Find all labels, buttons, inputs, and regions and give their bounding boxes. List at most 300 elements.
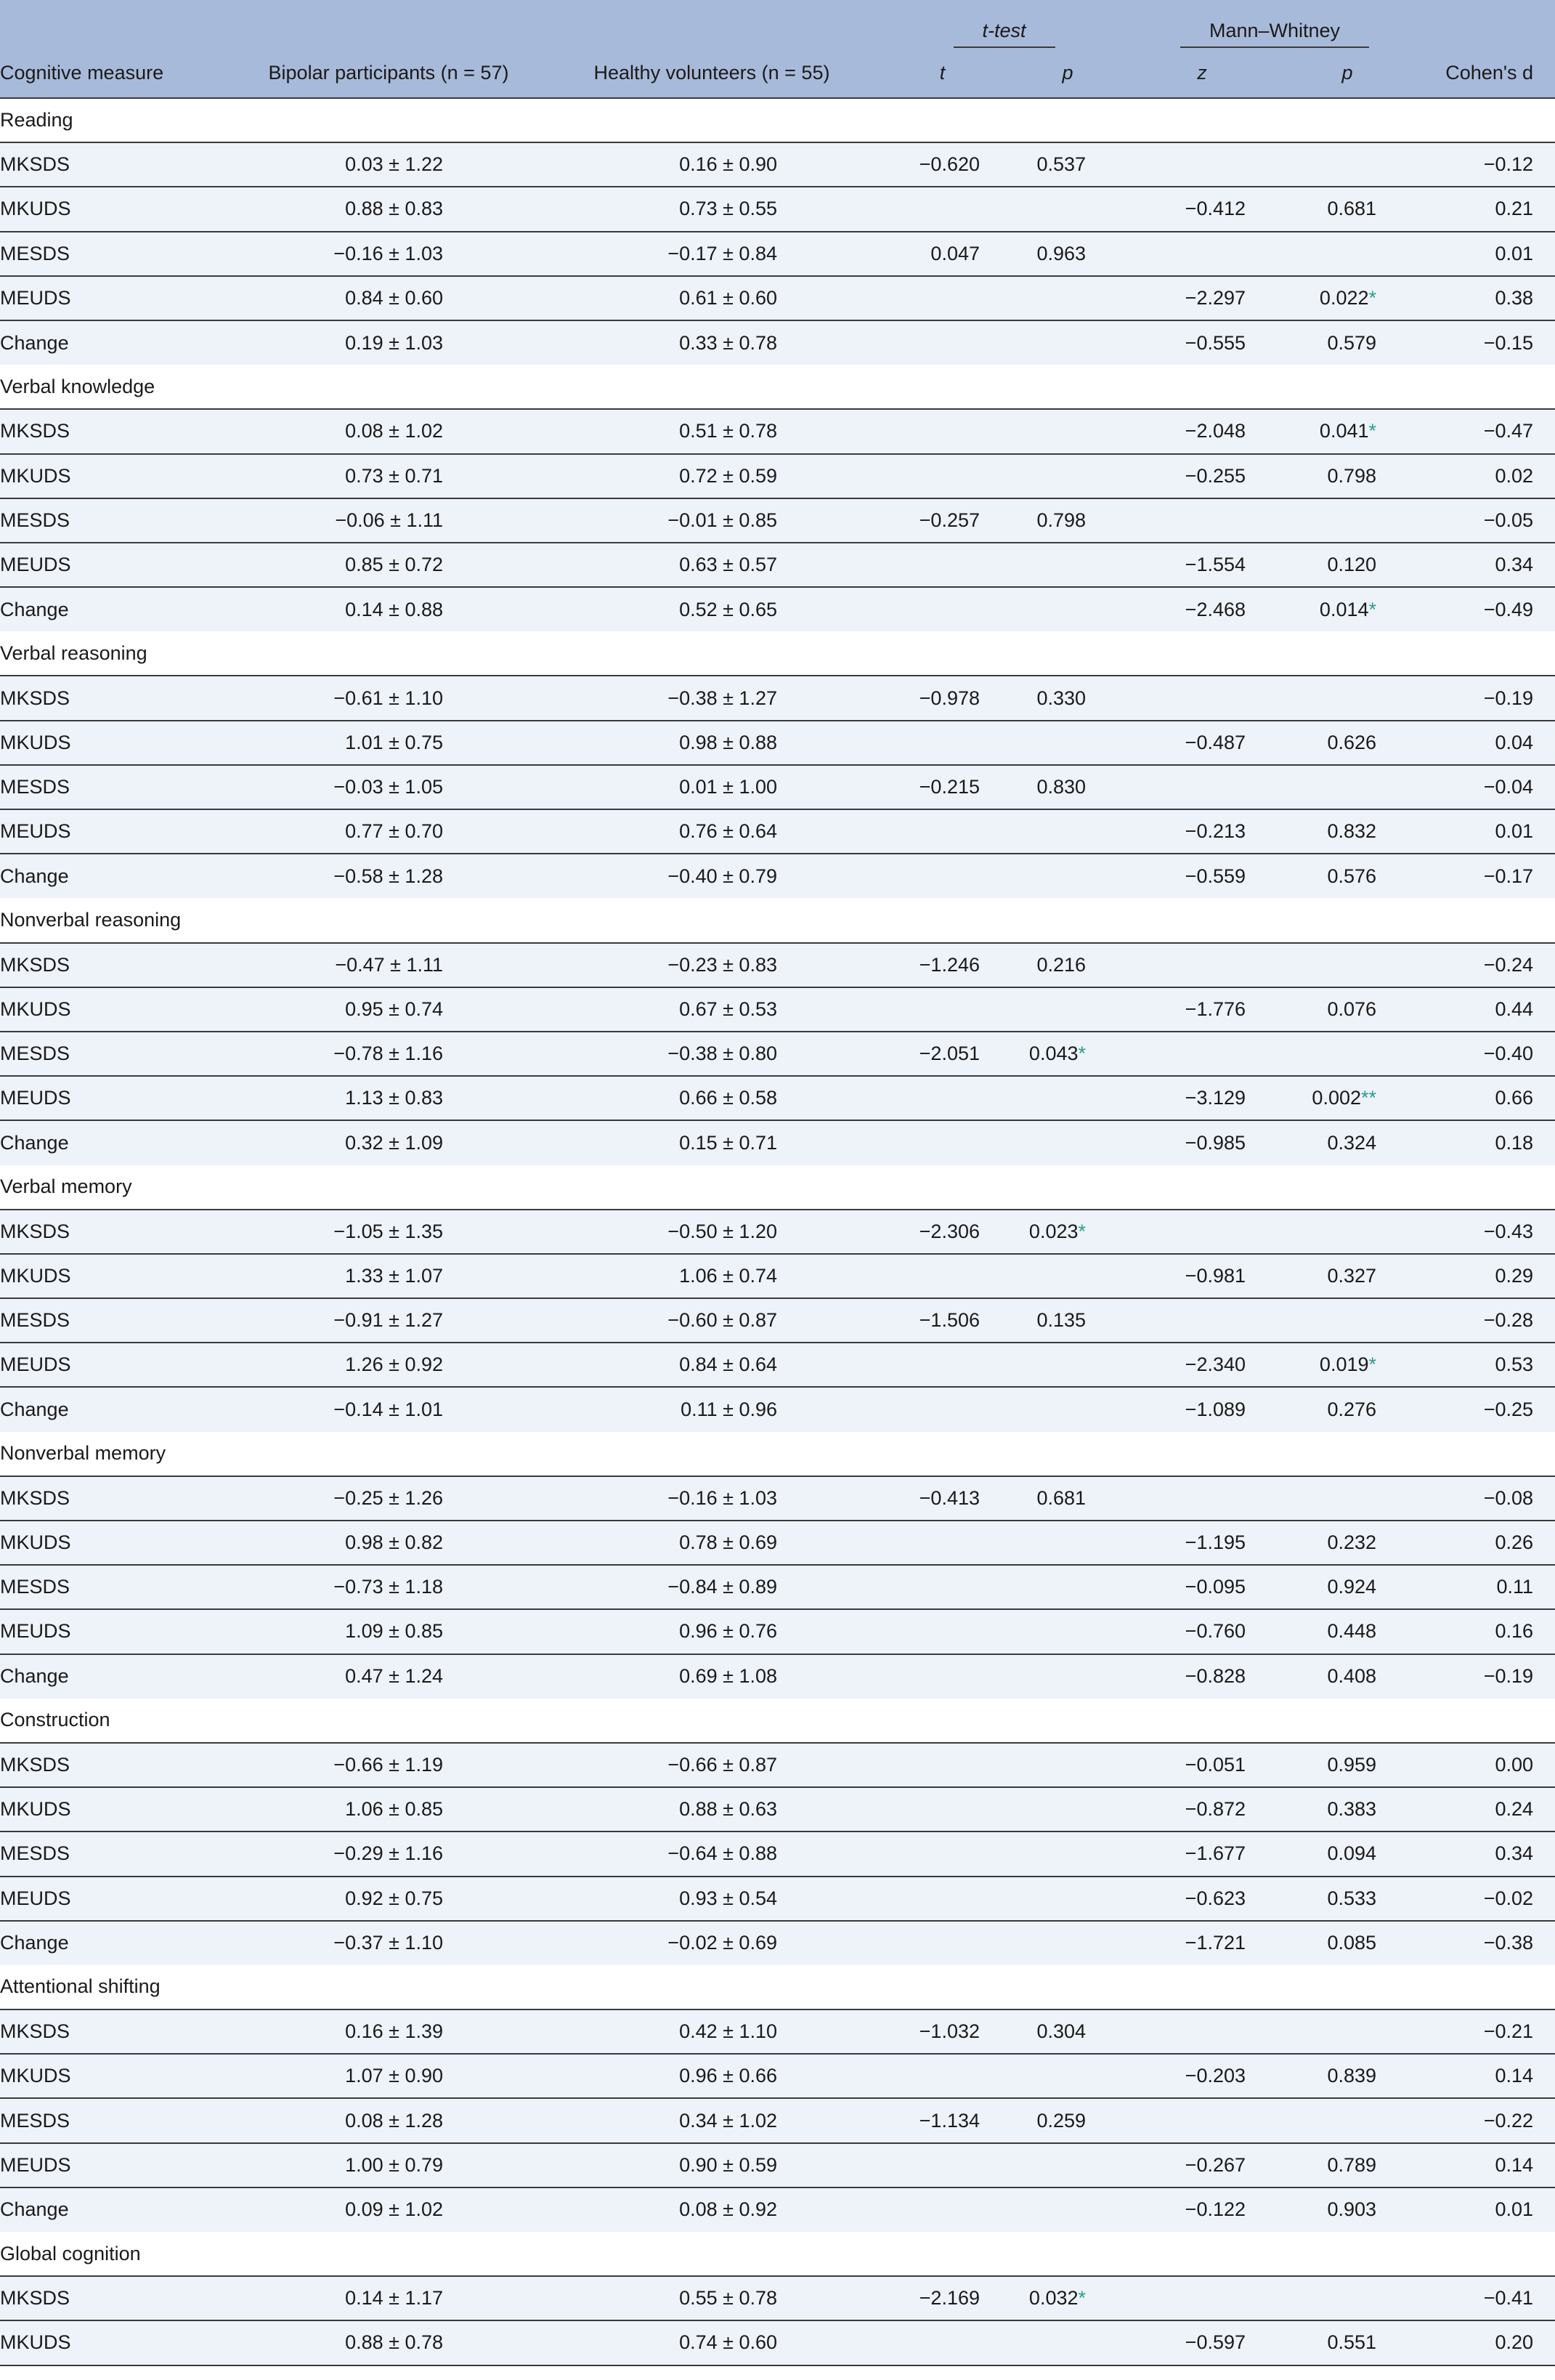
cohens-d-value: −0.24 [1420,943,1555,987]
table-row [0,498,1555,543]
bipolar-value: 0.95 ± 0.74 [232,987,545,1032]
section-row [0,365,1555,409]
healthy-value: 0.88 ± 0.63 [545,1787,879,1831]
z-p-value: 0.551 [1275,2320,1420,2365]
measure-name: MKUDS [0,2054,232,2098]
table-row [0,1609,1555,1654]
z-value: −1.721 [1129,1921,1275,1965]
measure-name: Change [0,2187,232,2232]
z-p-value [1275,765,1420,809]
t-value: −0.413 [879,1476,1006,1521]
table-row [0,2143,1555,2187]
table-row [0,1654,1555,1699]
z-value: −0.412 [1129,187,1275,231]
col-header-z: z [1129,48,1275,98]
z-p-value: 0.120 [1275,543,1420,587]
t-value [879,2054,1006,2098]
healthy-value: −0.64 ± 0.88 [545,1831,879,1876]
measure-name: MKSDS [0,1476,232,1521]
z-p-value [1275,1298,1420,1343]
z-value [1129,765,1275,809]
z-p-value: 0.085 [1275,1921,1420,1965]
col-header-z-p: p [1275,48,1420,98]
cohens-d-value: 0.29 [1420,1254,1555,1298]
measure-name: MKSDS [0,2009,232,2054]
z-p-value [1275,676,1420,720]
table-row [0,232,1555,276]
cohens-d-value: 0.01 [1420,809,1555,854]
section-title: Reading [0,98,1555,142]
z-p-value: 0.276 [1275,1387,1420,1431]
z-value [1129,676,1275,720]
table-row [0,1032,1555,1076]
healthy-value: 0.78 ± 0.69 [545,1521,879,1565]
measure-name: MKSDS [0,409,232,453]
z-value: −0.555 [1129,320,1275,365]
t-p-value: 0.304 [1006,2009,1129,2054]
t-p-value [1006,1521,1129,1565]
z-p-value: 0.626 [1275,721,1420,765]
t-value [879,187,1006,231]
section-title: Verbal memory [0,1165,1555,1210]
bipolar-value: 0.92 ± 0.75 [232,1877,545,1921]
healthy-value: −0.40 ± 0.79 [545,854,879,898]
significance-star: * [1368,1353,1377,1376]
z-value: −1.677 [1129,1831,1275,1876]
t-p-value [1006,409,1129,453]
table-row [0,2098,1555,2142]
t-p-value: 0.798 [1006,498,1129,543]
healthy-value: 0.73 ± 0.55 [545,187,879,231]
measure-name: MESDS [0,1565,232,1609]
cohens-d-value: 0.53 [1420,1343,1555,1387]
healthy-value: 0.90 ± 0.59 [545,2143,879,2187]
bipolar-value: 0.03 ± 1.22 [232,142,545,187]
z-value: −0.122 [1129,2187,1275,2232]
healthy-value: 0.16 ± 0.90 [545,142,879,187]
cohens-d-value: 0.02 [1420,454,1555,498]
bipolar-value: 1.00 ± 0.79 [232,2143,545,2187]
t-value [879,1343,1006,1387]
bipolar-value: −0.16 ± 1.03 [232,232,545,276]
col-header-healthy: Healthy volunteers (n = 55) [545,48,879,98]
significance-star: * [1368,420,1377,442]
cohens-d-value: 0.01 [1420,232,1555,276]
measure-name: Change [0,1387,232,1431]
z-value: −0.255 [1129,454,1275,498]
significance-star: * [1078,1220,1087,1242]
z-value: −0.095 [1129,1565,1275,1609]
table-row [0,765,1555,809]
cohens-d-value: 0.11 [1420,1565,1555,1609]
t-p-value [1006,543,1129,587]
measure-name: MESDS [0,1831,232,1876]
healthy-value: 0.34 ± 1.02 [545,2098,879,2142]
measure-name: MKSDS [0,676,232,720]
healthy-value: 0.11 ± 0.96 [545,1387,879,1431]
cohens-d-value: −0.49 [1420,587,1555,631]
t-value [879,276,1006,320]
measure-name: MEUDS [0,1343,232,1387]
t-p-value [1006,187,1129,231]
z-value [1129,1298,1275,1343]
healthy-value: 0.63 ± 0.57 [545,543,879,587]
healthy-value: 0.55 ± 0.78 [545,2276,879,2320]
t-value [879,1387,1006,1431]
healthy-value: 0.76 ± 0.64 [545,809,879,854]
t-p-value [1006,1343,1129,1387]
section-row [0,1165,1555,1210]
healthy-value: 0.01 ± 1.00 [545,765,879,809]
t-p-value [1006,1787,1129,1831]
z-value: −0.872 [1129,1787,1275,1831]
t-value [879,1565,1006,1609]
cohens-d-value: −0.47 [1420,409,1555,453]
t-p-value [1006,1387,1129,1431]
t-p-value: 0.963 [1006,232,1129,276]
cohens-d-value: 0.34 [1420,1831,1555,1876]
cohens-d-value: 0.26 [1420,1521,1555,1565]
t-p-value [1006,1076,1129,1120]
healthy-value: 0.96 ± 0.76 [545,1609,879,1654]
t-value [879,1877,1006,1921]
z-p-value: 0.681 [1275,187,1420,231]
z-value: −2.297 [1129,276,1275,320]
bipolar-value: −0.03 ± 1.05 [232,765,545,809]
t-value: −0.978 [879,676,1006,720]
z-value [1129,1476,1275,1521]
bipolar-value: −0.61 ± 1.10 [232,676,545,720]
z-value [1129,2276,1275,2320]
t-p-value: 0.032* [1006,2276,1129,2320]
table-row [0,1787,1555,1831]
measure-name: Change [0,1654,232,1699]
bipolar-value: 0.98 ± 0.82 [232,1521,545,1565]
z-p-value: 0.576 [1275,854,1420,898]
t-p-value [1006,276,1129,320]
bipolar-value: 0.32 ± 1.09 [232,1120,545,1165]
measure-name: MKUDS [0,987,232,1032]
z-p-value [1275,142,1420,187]
healthy-value: −0.50 ± 1.20 [545,1210,879,1254]
measure-name: MESDS [0,1298,232,1343]
table-row [0,2187,1555,2232]
healthy-value: 0.84 ± 0.64 [545,1343,879,1387]
t-p-value [1006,2143,1129,2187]
t-value [879,2320,1006,2365]
t-value [879,2143,1006,2187]
t-value [879,1609,1006,1654]
measure-name: Change [0,587,232,631]
t-p-value [1006,1654,1129,1699]
t-p-value [1006,809,1129,854]
healthy-value: 0.08 ± 0.92 [545,2187,879,2232]
cohens-d-value: 0.21 [1420,187,1555,231]
t-value: −0.620 [879,142,1006,187]
healthy-value: −0.02 ± 0.69 [545,1921,879,1965]
bipolar-value: 0.08 ± 1.02 [232,409,545,453]
table-row [0,587,1555,631]
healthy-value: −0.23 ± 0.83 [545,943,879,987]
bipolar-value: 1.13 ± 0.83 [232,1076,545,1120]
t-value [879,1521,1006,1565]
measure-name: MEUDS [0,276,232,320]
z-value: −0.623 [1129,1877,1275,1921]
measure-name: MKSDS [0,1210,232,1254]
t-p-value [1006,1120,1129,1165]
bipolar-value: −0.66 ± 1.19 [232,1743,545,1787]
bipolar-value: −0.06 ± 1.11 [232,498,545,543]
t-p-value [1006,1254,1129,1298]
t-value [879,1831,1006,1876]
t-p-value [1006,2320,1129,2365]
t-value [879,587,1006,631]
col-header-bipolar: Bipolar participants (n = 57) [232,48,545,98]
z-p-value [1275,1476,1420,1521]
measure-name: MKUDS [0,187,232,231]
t-p-value [1006,1565,1129,1609]
z-value [1129,1032,1275,1076]
table-row [0,1210,1555,1254]
section-row [0,1699,1555,1743]
z-p-value: 0.327 [1275,1254,1420,1298]
table-row [0,454,1555,498]
measure-name: MESDS [0,765,232,809]
measure-name: Change [0,320,232,365]
cohens-d-value: −0.05 [1420,498,1555,543]
t-p-value: 0.216 [1006,943,1129,987]
measure-name: Change [0,1120,232,1165]
table-row [0,409,1555,453]
table-row [0,2009,1555,2054]
section-title: Construction [0,1699,1555,1743]
z-p-value: 0.798 [1275,454,1420,498]
bipolar-value: −0.37 ± 1.10 [232,1921,545,1965]
cohens-d-value: −0.19 [1420,676,1555,720]
bipolar-value: 0.14 ± 1.17 [232,2276,545,2320]
bipolar-value: −0.29 ± 1.16 [232,1831,545,1876]
healthy-value: −0.84 ± 0.89 [545,1565,879,1609]
table-row [0,1254,1555,1298]
z-p-value: 0.232 [1275,1521,1420,1565]
cohens-d-value: −0.08 [1420,1476,1555,1521]
bipolar-value: 0.77 ± 0.70 [232,809,545,854]
z-p-value: 0.839 [1275,2054,1420,2098]
healthy-value: −0.01 ± 0.85 [545,498,879,543]
t-p-value: 0.135 [1006,1298,1129,1343]
cohens-d-value: −0.02 [1420,1877,1555,1921]
section-row [0,1965,1555,2009]
section-row [0,631,1555,676]
measure-name: MKSDS [0,943,232,987]
healthy-value: 0.67 ± 0.53 [545,987,879,1032]
t-p-value [1006,320,1129,365]
t-p-value [1006,2187,1129,2232]
t-value: −1.032 [879,2009,1006,2054]
z-p-value: 0.002** [1275,1076,1420,1120]
healthy-value: 0.42 ± 1.10 [545,2009,879,2054]
healthy-value: −0.16 ± 1.03 [545,1476,879,1521]
t-value [879,454,1006,498]
measure-name: MKUDS [0,1787,232,1831]
table-row [0,1831,1555,1876]
z-value: −2.468 [1129,587,1275,631]
bipolar-value: 0.19 ± 1.03 [232,320,545,365]
z-p-value: 0.014* [1275,587,1420,631]
z-value [1129,2009,1275,2054]
t-p-value [1006,1921,1129,1965]
bipolar-value: 1.33 ± 1.07 [232,1254,545,1298]
bipolar-value: 0.47 ± 1.24 [232,1654,545,1699]
t-p-value [1006,854,1129,898]
z-value: −0.267 [1129,2143,1275,2187]
t-value [879,1787,1006,1831]
bipolar-value: 0.88 ± 0.83 [232,187,545,231]
table-row [0,1120,1555,1165]
cohens-d-value: −0.21 [1420,2009,1555,2054]
table-row [0,1476,1555,1521]
cohens-d-value: 0.14 [1420,2143,1555,2187]
z-p-value [1275,943,1420,987]
healthy-value: 0.52 ± 0.65 [545,587,879,631]
table-row [0,2276,1555,2320]
t-value: −2.169 [879,2276,1006,2320]
measure-name: MEUDS [0,2143,232,2187]
cohens-d-value: −0.22 [1420,2098,1555,2142]
z-value: −0.487 [1129,721,1275,765]
significance-star: * [1078,2287,1087,2310]
z-value [1129,1210,1275,1254]
healthy-value: −0.66 ± 0.87 [545,1743,879,1787]
cohens-d-value: −0.19 [1420,1654,1555,1699]
t-value: −0.257 [879,498,1006,543]
section-row [0,2232,1555,2276]
table-row [0,320,1555,365]
z-value: −0.760 [1129,1609,1275,1654]
table-row [0,1521,1555,1565]
healthy-value: −0.17 ± 0.84 [545,232,879,276]
z-value: −1.554 [1129,543,1275,587]
table-row [0,187,1555,231]
table-row [0,987,1555,1032]
table-row [0,1743,1555,1787]
col-header-cohens-d: Cohen's d [1420,48,1555,98]
t-value [879,1921,1006,1965]
bipolar-value: 0.85 ± 0.72 [232,543,545,587]
z-value: −0.597 [1129,2320,1275,2365]
col-header-measure: Cognitive measure [0,48,232,98]
z-value: −0.213 [1129,809,1275,854]
bipolar-value: 1.06 ± 0.85 [232,1787,545,1831]
bipolar-value: −0.91 ± 1.27 [232,1298,545,1343]
healthy-value: −0.38 ± 0.80 [545,1032,879,1076]
bipolar-value: 1.09 ± 0.85 [232,1609,545,1654]
significance-star: ** [1361,1087,1377,1109]
bipolar-value: 0.09 ± 1.02 [232,2187,545,2232]
table-row [0,276,1555,320]
section-row [0,898,1555,942]
t-value: 0.047 [879,232,1006,276]
table-row [0,676,1555,720]
z-p-value: 0.903 [1275,2187,1420,2232]
table-row [0,1343,1555,1387]
bipolar-value: 0.14 ± 0.88 [232,587,545,631]
section-title: Verbal reasoning [0,631,1555,676]
t-value [879,320,1006,365]
z-p-value [1275,1032,1420,1076]
z-value [1129,943,1275,987]
t-value [879,1654,1006,1699]
measure-name: MKUDS [0,2320,232,2365]
healthy-value: −0.60 ± 0.87 [545,1298,879,1343]
z-value: −2.048 [1129,409,1275,453]
t-p-value [1006,1877,1129,1921]
healthy-value: 0.33 ± 0.78 [545,320,879,365]
table-row [0,1076,1555,1120]
z-p-value [1275,232,1420,276]
z-value [1129,142,1275,187]
cohens-d-value: 0.14 [1420,2054,1555,2098]
cohens-d-value: −0.38 [1420,1921,1555,1965]
z-p-value: 0.383 [1275,1787,1420,1831]
section-row [0,98,1555,142]
measure-name: MESDS [0,2098,232,2142]
cohens-d-value: 0.44 [1420,987,1555,1032]
cohens-d-value: 0.66 [1420,1076,1555,1120]
cohens-d-value: −0.12 [1420,142,1555,187]
healthy-value: 0.93 ± 0.54 [545,1877,879,1921]
t-p-value: 0.259 [1006,2098,1129,2142]
t-p-value [1006,987,1129,1032]
cohens-d-value: 0.04 [1420,721,1555,765]
cohens-d-value: 0.16 [1420,1609,1555,1654]
measure-name: MKSDS [0,2276,232,2320]
z-p-value: 0.959 [1275,1743,1420,1787]
t-p-value [1006,721,1129,765]
section-title: Nonverbal memory [0,1432,1555,1476]
measure-name: MKUDS [0,721,232,765]
t-value [879,1743,1006,1787]
z-p-value [1275,2009,1420,2054]
z-p-value [1275,2276,1420,2320]
healthy-value: 0.69 ± 1.08 [545,1654,879,1699]
z-value: −0.985 [1129,1120,1275,1165]
t-value [879,409,1006,453]
bipolar-value: −0.58 ± 1.28 [232,854,545,898]
t-value [879,1254,1006,1298]
t-p-value: 0.330 [1006,676,1129,720]
z-value: −2.340 [1129,1343,1275,1387]
significance-star: * [1368,286,1377,309]
cohens-d-value: −0.17 [1420,854,1555,898]
bipolar-value: 0.08 ± 1.28 [232,2098,545,2142]
z-value: −1.089 [1129,1387,1275,1431]
measure-name: Change [0,1921,232,1965]
measure-name: MEUDS [0,809,232,854]
bipolar-value: 1.26 ± 0.92 [232,1343,545,1387]
measure-name: MEUDS [0,1076,232,1120]
t-p-value [1006,454,1129,498]
table-body [0,98,1555,2365]
table-row [0,1565,1555,1609]
cohens-d-value: −0.15 [1420,320,1555,365]
z-p-value: 0.324 [1275,1120,1420,1165]
table-row [0,1298,1555,1343]
bipolar-value: 0.88 ± 0.78 [232,2320,545,2365]
z-value: −0.828 [1129,1654,1275,1699]
measure-name: MKSDS [0,1743,232,1787]
measure-name: MKSDS [0,142,232,187]
